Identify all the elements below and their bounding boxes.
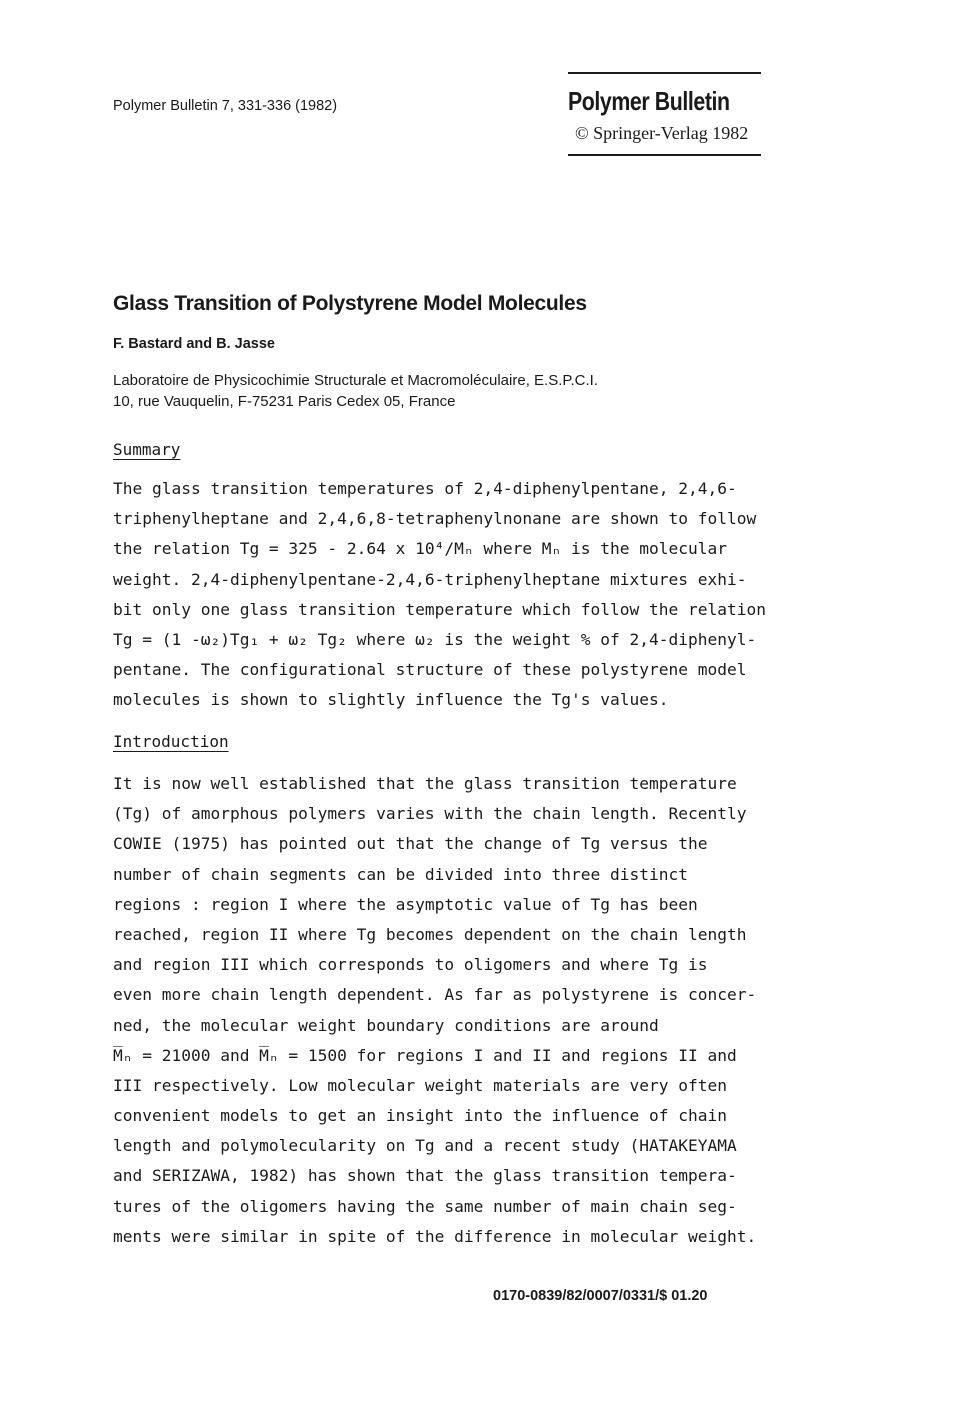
summary-line: Tg = (1 -ω₂)Tg₁ + ω₂ Tg₂ where ω₂ is the weight % of 2,4-diphenyl- <box>113 629 757 649</box>
journal-name: Polymer Bulletin <box>568 86 730 116</box>
authors: F. Bastard and B. Jasse <box>113 336 275 352</box>
introduction-line: ned, the molecular weight boundary conditions are around <box>113 1015 659 1035</box>
summary-line: triphenylheptane and 2,4,6,8-tetraphenylnonane are shown to follow <box>113 509 757 529</box>
summary-line: weight. 2,4-diphenylpentane-2,4,6-triphenylheptane mixtures exhi- <box>113 569 747 589</box>
introduction-heading: Introduction <box>113 732 229 751</box>
introduction-line: reached, region II where Tg becomes dependent on the chain length <box>113 924 747 944</box>
introduction-line: even more chain length dependent. As far as polystyrene is concer- <box>113 985 757 1005</box>
introduction-line: COWIE (1975) has pointed out that the change of Tg versus the <box>113 834 708 854</box>
summary-heading: Summary <box>113 440 181 459</box>
introduction-line: regions : region I where the asymptotic value of Tg has been <box>113 894 698 914</box>
introduction-line: It is now well established that the glass transition temperature <box>113 774 737 793</box>
introduction-body <box>113 769 793 1252</box>
journal-brand <box>568 72 761 156</box>
introduction-line: ments were similar in spite of the difference in molecular weight. <box>113 1226 757 1246</box>
brand-top-rule <box>568 72 761 74</box>
introduction-line: length and polymolecularity on Tg and a recent study (HATAKEYAMA <box>113 1136 737 1156</box>
introduction-line: (Tg) of amorphous polymers varies with the chain length. Recently <box>113 804 747 824</box>
summary-line: molecules is shown to slightly influence the Tg's values. <box>113 690 669 710</box>
copyright-code: 0170-0839/82/0007/0331/$ 01.20 <box>493 1288 708 1304</box>
affiliation <box>113 370 598 412</box>
introduction-line: and region III which corresponds to oligomers and where Tg is <box>113 955 708 975</box>
journal-citation: Polymer Bulletin 7, 331-336 (1982) <box>113 98 338 114</box>
publisher-copyright: © Springer-Verlag 1982 <box>575 123 749 143</box>
summary-line: pentane. The configurational structure of these polystyrene model <box>113 660 747 680</box>
brand-bottom-rule <box>568 154 761 156</box>
affiliation-line: 10, rue Vauquelin, F-75231 Paris Cedex 05, France <box>113 393 456 410</box>
summary-line: bit only one glass transition temperature which follow the relation <box>113 599 766 619</box>
paper-title: Glass Transition of Polystyrene Model Molecules <box>113 292 587 315</box>
introduction-line: and SERIZAWA, 1982) has shown that the glass transition tempera- <box>113 1166 737 1186</box>
introduction-line: number of chain segments can be divided into three distinct <box>113 864 688 884</box>
introduction-line: M̅ₙ = 21000 and M̅ₙ = 1500 for regions I and II and regions II and <box>113 1045 737 1065</box>
affiliation-line: Laboratoire de Physicochimie Structurale et Macromoléculaire, E.S.P.C.I. <box>113 372 598 389</box>
introduction-line: convenient models to get an insight into the influence of chain <box>113 1106 727 1126</box>
introduction-line: III respectively. Low molecular weight materials are very often <box>113 1075 727 1095</box>
introduction-line: tures of the oligomers having the same number of main chain seg- <box>113 1196 737 1216</box>
summary-line: The glass transition temperatures of 2,4-diphenylpentane, 2,4,6- <box>113 479 737 498</box>
summary-line: the relation Tg = 325 - 2.64 x 10⁴/Mₙ where Mₙ is the molecular <box>113 539 727 559</box>
summary-body <box>113 474 793 716</box>
